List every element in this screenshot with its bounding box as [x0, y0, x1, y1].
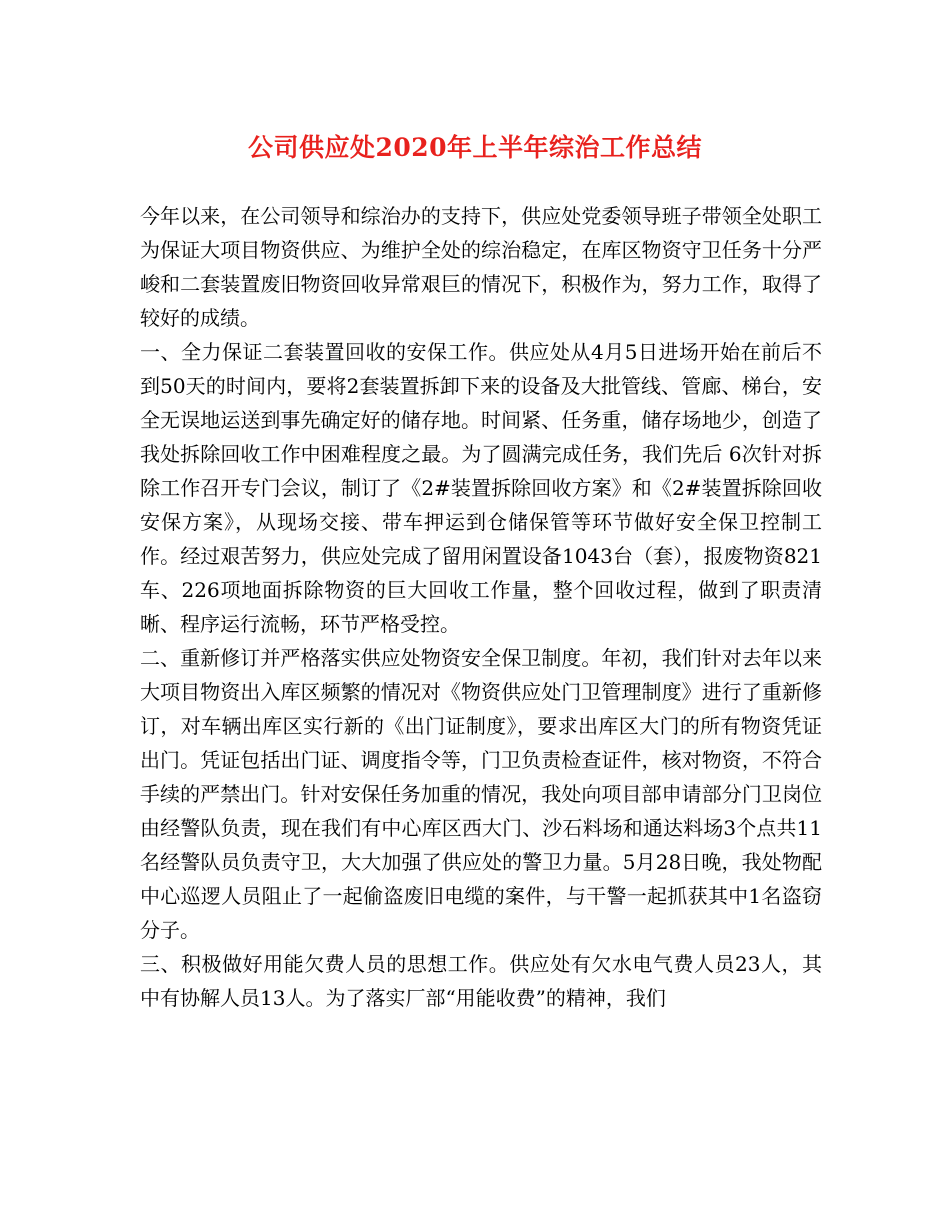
paragraph-section-1: 一、全力保证二套装置回收的安保工作。供应处从4月5日进场开始在前后不到50天的时间内，要将2套装置拆卸下来的设备及大批管线、管廊、梯台，安全无误地运送到事先确定好的储存地。时间紧、任务重，储存场地少，创造了我处拆除回收工作中困难程度之最。为了圆满完成任务，我们先后 6次针对拆除工作召开专门会议，制订了《2#装置拆除回收方案》和《2#装置拆除回收安保方案》，从现场交接、带车押运到仓储保管等环节做好安全保卫控制工作。经过艰苦努力，供应处完成了留用闲置设备1043台（套），报废物资821车、226项地面拆除物资的巨大回收工作量，整个回收过程，做到了职责清晰、程序运行流畅，环节严格受控。: [140, 340, 822, 636]
document-title: 公司供应处2020年上半年综治工作总结: [247, 133, 703, 162]
document-body: [140, 199, 822, 1015]
paragraph-section-3: 三、积极做好用能欠费人员的思想工作。供应处有欠水电气费人员23人，其中有协解人员13人。为了落实厂部“用能收费”的精神，我们: [140, 952, 822, 1010]
paragraph-section-2: 二、重新修订并严格落实供应处物资安全保卫制度。年初，我们针对去年以来大项目物资出入库区频繁的情况对《物资供应处门卫管理制度》进行了重新修订，对车辆出库区实行新的《出门证制度》，要求出库区大门的所有物资凭证出门。凭证包括出门证、调度指令等，门卫负责检查证件，核对物资，不符合手续的严禁出门。针对安保任务加重的情况，我处向项目部申请部分门卫岗位由经警队负责，现在我们有中心库区西大门、沙石料场和通达料场3个点共11名经警队员负责守卫，大大加强了供应处的警卫力量。5月28日晚，我处物配中心巡逻人员阻止了一起偷盗废旧电缆的案件，与干警一起抓获其中1名盗窃分子。: [140, 646, 822, 942]
paragraph-intro: 今年以来，在公司领导和综治办的支持下，供应处党委领导班子带领全处职工为保证大项目物资供应、为维护全处的综治稳定，在库区物资守卫任务十分严峻和二套装置废旧物资回收异常艰巨的情况下，积极作为，努力工作，取得了较好的成绩。: [140, 204, 822, 330]
